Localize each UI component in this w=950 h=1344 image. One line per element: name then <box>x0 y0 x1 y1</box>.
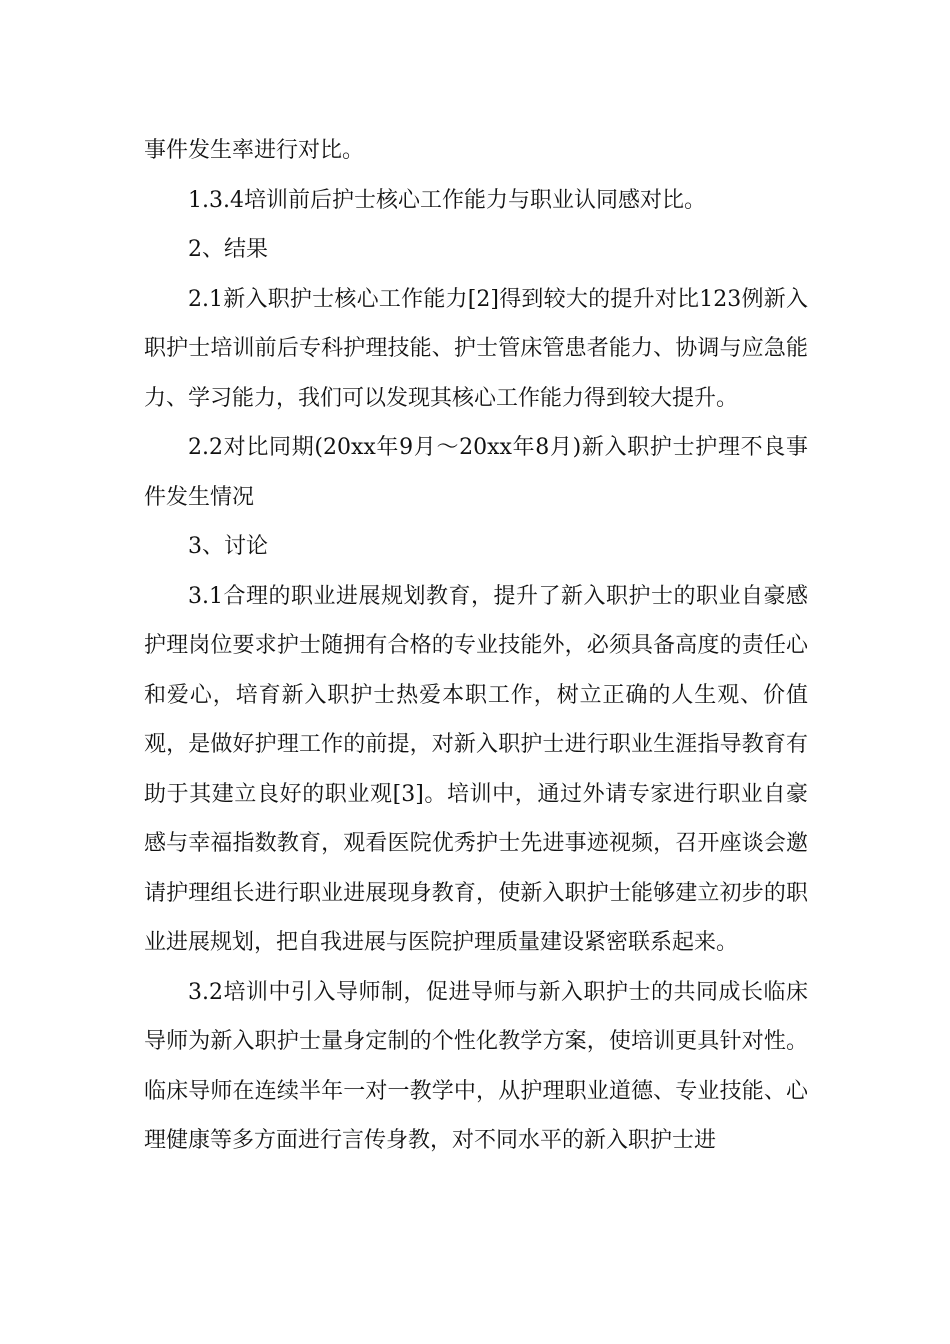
paragraph-2-2: 2.2对比同期(20xx年9月～20xx年8月)新入职护士护理不良事件发生情况 <box>144 435 808 510</box>
paragraph-2-1: 2.1新入职护士核心工作能力[2]得到较大的提升对比123例新入职护士培训前后专科护理技能、护士管床管患者能力、协调与应急能力、学习能力，我们可以发现其核心工作能力得到较大提升。 <box>144 286 808 411</box>
paragraph-continuation: 事件发生率进行对比。 <box>144 138 365 163</box>
paragraph-3-1: 3.1合理的职业进展规划教育，提升了新入职护士的职业自豪感护理岗位要求护士随拥有合格的专业技能外，必须具备高度的责任心和爱心，培育新入职护士热爱本职工作，树立正确的人生观、价值观，是做好护理工作的前提，对新入职护士进行职业生涯指导教育有助于其建立良好的职业观[3]。培训中，通过外请专家进行职业自豪感与幸福指数教育，观看医院优秀护士先进事迹视频，召开座谈会邀请护理组长进行职业进展现身教育，使新入职护士能够建立初步的职业进展规划，把自我进展与医院护理质量建设紧密联系起来。 <box>144 583 808 955</box>
heading-results: 2、结果 <box>188 237 268 262</box>
paragraph-3-2: 3.2培训中引入导师制，促进导师与新入职护士的共同成长临床导师为新入职护士量身定制的个性化教学方案，使培训更具针对性。临床导师在连续半年一对一教学中，从护理职业道德、专业技能、心理健康等多方面进行言传身教，对不同水平的新入职护士进 <box>144 979 808 1153</box>
paragraph-1-3-4: 1.3.4培训前后护士核心工作能力与职业认同感对比。 <box>188 187 706 213</box>
heading-discussion: 3、讨论 <box>188 534 268 559</box>
document-body <box>144 126 808 1166</box>
